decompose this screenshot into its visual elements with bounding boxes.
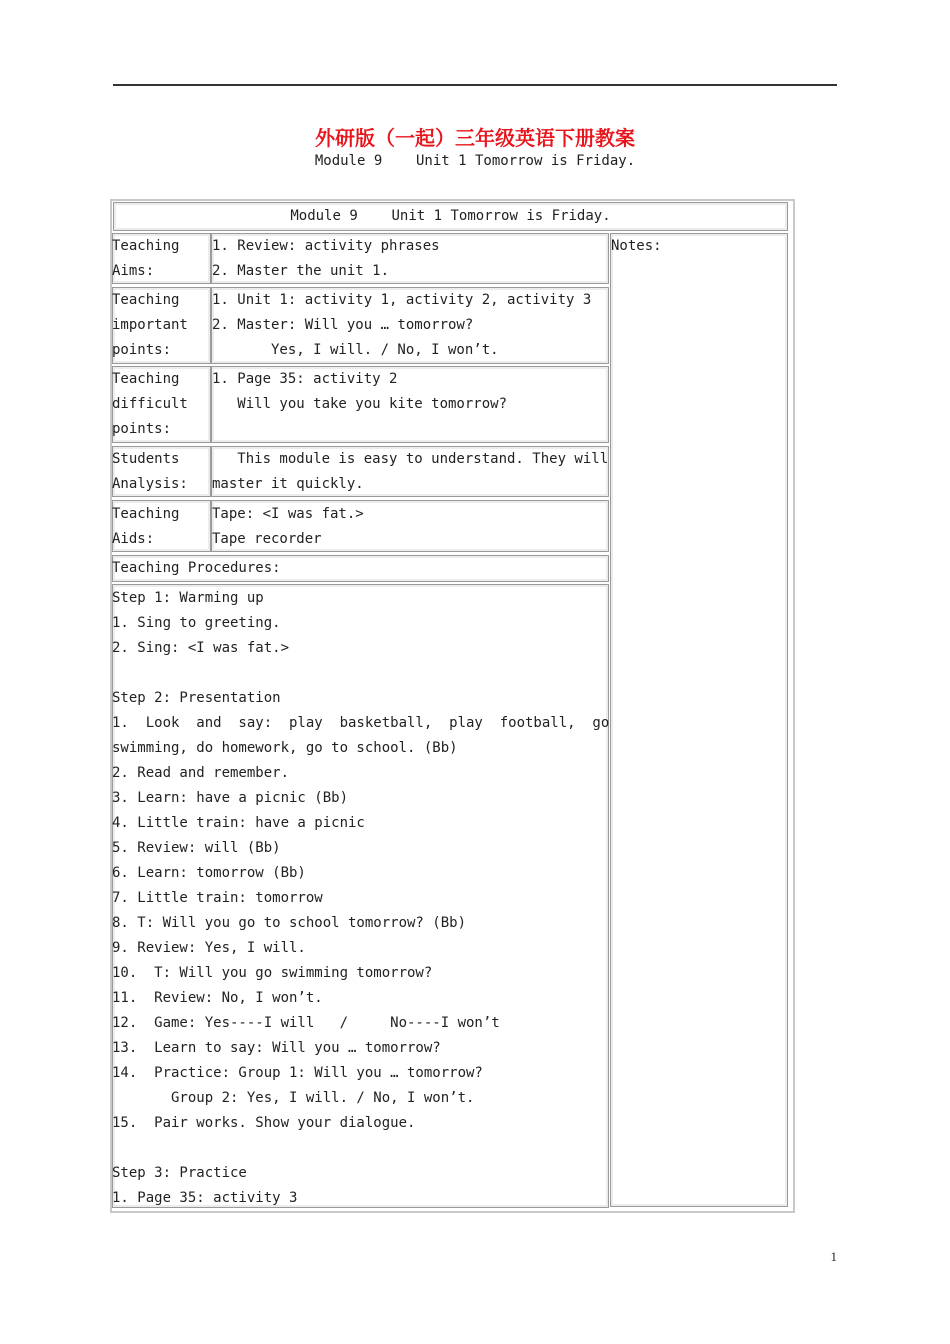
procedure-line: Group 2: Yes, I will. / No, I won’t.	[112, 1090, 475, 1106]
notes-cell	[610, 233, 788, 1207]
procedure-line: 1. Page 35: activity 3	[112, 1190, 298, 1206]
row-label: Teaching difficult points:	[112, 371, 188, 437]
procedure-line: 8. T: Will you go to school tomorrow? (Bb)	[112, 915, 467, 931]
procedure-line: 2. Read and remember.	[112, 765, 290, 781]
procedure-line: swimming, do homework, go to school. (Bb)	[112, 740, 458, 756]
procedure-line: 3. Learn: have a picnic (Bb)	[112, 790, 349, 806]
row-label: Teaching Aims:	[112, 238, 180, 279]
procedure-line: 10. T: Will you go swimming tomorrow?	[112, 965, 433, 981]
procedure-line: 11. Review: No, I won’t.	[112, 990, 323, 1006]
procedure-line: 12. Game: Yes----I will / No----I won’t	[112, 1015, 500, 1031]
procedure-line: 9. Review: Yes, I will.	[112, 940, 306, 956]
procedure-line: 13. Learn to say: Will you … tomorrow?	[112, 1040, 441, 1056]
procedure-line	[112, 1136, 609, 1161]
procedure-line: Step 3: Practice	[112, 1165, 247, 1181]
row-content: 1. Unit 1: activity 1, activity 2, activity 3 2. Master: Will you … tomorrow? Yes, I will. / No, I won’t.	[212, 292, 592, 358]
procedure-line: Step 1: Warming up	[112, 590, 264, 606]
procedure-line	[112, 661, 609, 686]
procedures-text	[112, 586, 609, 1211]
document-title: 外研版（一起）三年级英语下册教案	[315, 126, 635, 150]
page-number: 1	[830, 1249, 837, 1264]
procedure-line: 7. Little train: tomorrow	[112, 890, 323, 906]
procedure-line: 6. Learn: tomorrow (Bb)	[112, 865, 306, 881]
procedure-line: 1. Look and say: play basketball, play football, go	[112, 715, 610, 731]
notes-label: Notes:	[611, 238, 662, 254]
header-rule	[113, 84, 837, 86]
procedure-line: 1. Sing to greeting.	[112, 615, 281, 631]
procedure-line: 15. Pair works. Show your dialogue.	[112, 1115, 416, 1131]
procedure-line: 5. Review: will (Bb)	[112, 840, 281, 856]
procedure-line: 4. Little train: have a picnic	[112, 815, 365, 831]
procedure-line: 14. Practice: Group 1: Will you … tomorrow?	[112, 1065, 483, 1081]
row-label: Teaching important points:	[112, 292, 188, 358]
document-subtitle: Module 9 Unit 1 Tomorrow is Friday.	[314, 153, 636, 169]
row-label: Teaching Aids:	[112, 506, 180, 547]
procedures-label: Teaching Procedures:	[112, 560, 281, 576]
row-content: Tape: <I was fat.> Tape recorder	[212, 506, 364, 547]
row-label: Students Analysis:	[112, 451, 188, 492]
procedure-line: 2. Sing: <I was fat.>	[112, 640, 290, 656]
row-content: 1. Page 35: activity 2 Will you take you kite tomorrow?	[212, 371, 508, 412]
table-caption: Module 9 Unit 1 Tomorrow is Friday.	[290, 208, 611, 224]
row-content: This module is easy to understand. They will master it quickly.	[212, 451, 609, 492]
row-content: 1. Review: activity phrases 2. Master the unit 1.	[212, 238, 440, 279]
procedure-line: Step 2: Presentation	[112, 690, 281, 706]
